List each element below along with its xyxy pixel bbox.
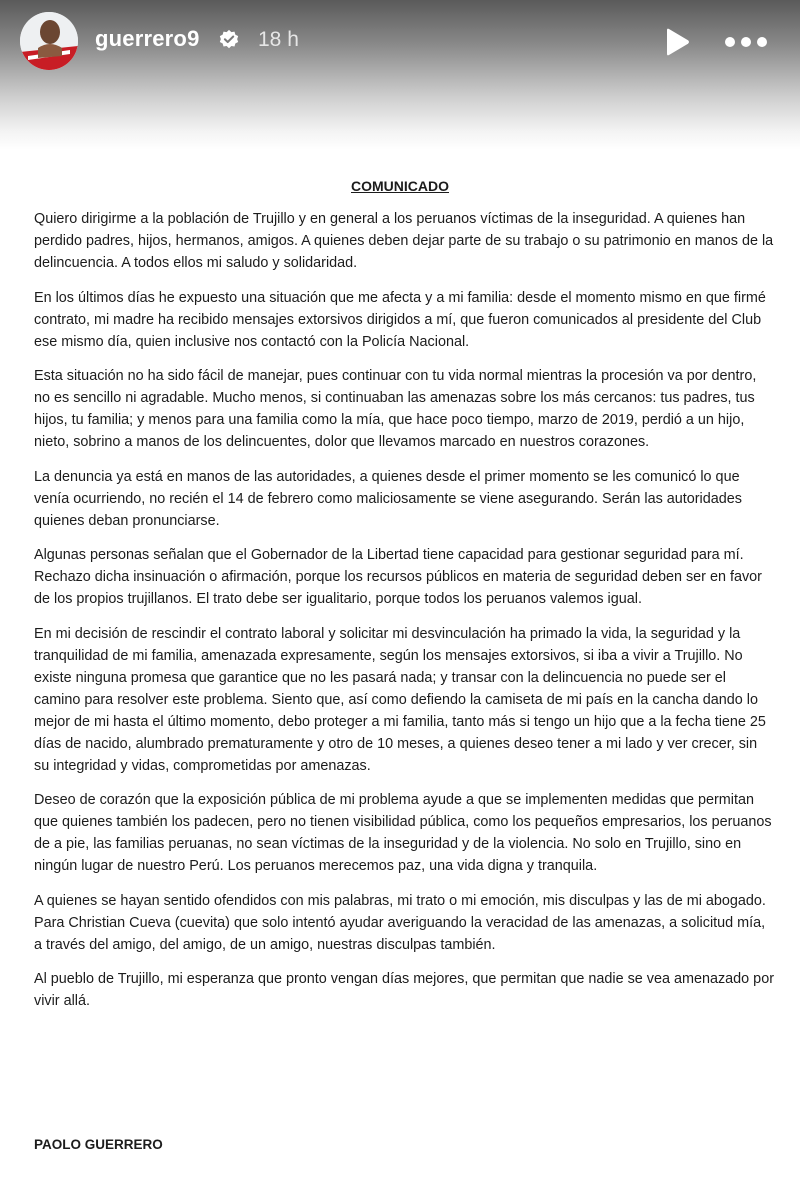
paragraph-3: Esta situación no ha sido fácil de manejar, pues continuar con tu vida normal mientras la procesión va por dentro, no es sencillo ni agradable. Mucho menos, si continuaban las amenazas sobre los más cercanos: tus padres, tus hijos, tu familia; y menos para una familia como la mía, que hace poco tiempo, marzo de 2019, perdió a un hijo, nieto, sobrino a manos de los delincuentes, dolor que llevamos marcado en nuestros corazones. xyxy=(34,368,757,450)
verified-badge-icon xyxy=(218,29,240,51)
paragraph-4: La denuncia ya está en manos de las autoridades, a quienes desde el primer momento se les comunicó lo que venía ocurriendo, no recién el 14 de febrero como maliciosamente se viene asegurando. Serán las autoridades quienes deban pronunciarse. xyxy=(34,468,742,529)
profile-avatar[interactable] xyxy=(20,12,78,70)
paragraph-7: Deseo de corazón que la exposición pública de mi problema ayude a que se implementen medidas que permitan que quienes también los padecen, pero no tienen visibilidad pública, como los pequeños empresarios, los peruanos de a pie, las familias peruanas, no sean víctimas de la inseguridad y de la violencia. No solo en Trujillo, sino en ningún lugar de nuestro Perú. Los peruanos merecemos paz, una vida digna y tranquila. xyxy=(34,792,772,874)
more-options-icon[interactable] xyxy=(724,36,768,48)
story-header xyxy=(0,0,800,150)
post-time: 18 h xyxy=(258,28,299,51)
paragraph-1: Quiero dirigirme a la población de Trujillo y en general a los peruanos víctimas de la inseguridad. A quienes han perdido padres, hijos, hermanos, amigos. A quienes deben dejar parte de su trabajo o su patrimonio en manos de la delincuencia. A todos ellos mi saludo y solidaridad. xyxy=(34,211,774,271)
avatar-image xyxy=(20,12,78,70)
document-body xyxy=(34,208,776,1025)
paragraph-8: A quienes se hayan sentido ofendidos con mis palabras, mi trato o mi emoción, mis disculpas y las de mi abogado. Para Christian Cueva (cuevita) que solo intentó ayudar averiguando la veracidad de las amenazas, a solicitud mía, a través del amigo, del amigo, de un amigo, nuestras disculpas también. xyxy=(34,892,766,953)
username[interactable]: guerrero9 xyxy=(95,26,200,51)
signature: PAOLO GUERRERO xyxy=(34,1137,163,1152)
paragraph-2: En los últimos días he expuesto una situación que me afecta y a mi familia: desde el momento mismo en que firmé contrato, mi madre ha recibido mensajes extorsivos dirigidos a mí, que fueron comunicados al presidente del Club ese mismo día, quien inclusive nos contactó con la Policía Nacional. xyxy=(34,289,766,350)
document-title: COMUNICADO xyxy=(351,178,449,194)
comunicado-document xyxy=(0,150,800,1185)
paragraph-6: En mi decisión de rescindir el contrato laboral y solicitar mi desvinculación ha primado la vida, la seguridad y la tranquilidad de mi familia, amenazada expresamente, según los mensajes extorsivos, si iba a vivir a Trujillo. No existe ninguna promesa que garantice que no les pasará nada; y transar con la delincuencia no puede ser el camino para resolver este problema. Siento que, así como defiendo la camiseta de mi país en la cancha dando lo mejor de mi hasta el último momento, debo proteger a mi familia, tanto más si tengo un hijo que a la fecha tiene 25 días de nacido, alumbrado prematuramente y otro de 10 meses, a quienes deseo tener a mi lado y ver crecer, sin su integridad y vidas, comprometidas por amenazas. xyxy=(34,625,766,774)
play-icon[interactable] xyxy=(664,28,690,56)
paragraph-5: Algunas personas señalan que el Gobernador de la Libertad tiene capacidad para gestionar seguridad para mí. Rechazo dicha insinuación o afirmación, porque los recursos públicos en materia de seguridad deben ser en favor de los propios trujillanos. El trato debe ser igualitario, porque todos los peruanos valemos igual. xyxy=(34,547,762,607)
paragraph-9: Al pueblo de Trujillo, mi esperanza que pronto vengan días mejores, que permitan que nadie se vea amenazado por vivir allá. xyxy=(34,971,774,1009)
